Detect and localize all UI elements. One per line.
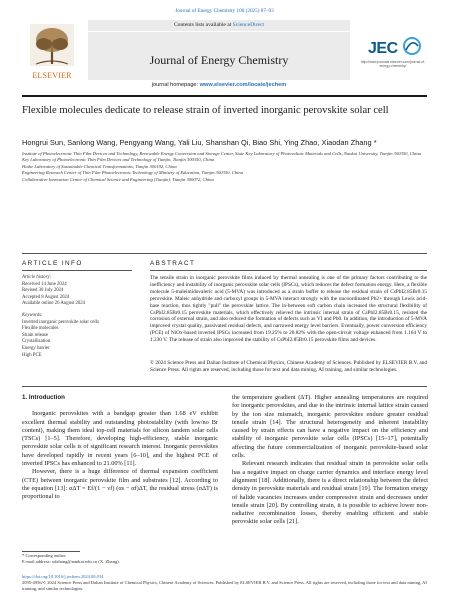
- affiliation: Collaborative Innovation Center of Chemical Science and Engineering (Tianjin), Tianjin 300072, China: [22, 176, 214, 182]
- homepage-prefix: journal homepage:: [151, 82, 200, 88]
- abstract-copyright: © 2024 Science Press and Dalian Institute of Chemical Physics, Chinese Academy of Sciences. Published by ELSEVIER B.V. and Science Press. All rights are reserved, including those for text and data mining, AI training, and similar technologies.: [150, 360, 427, 373]
- masthead-divider: [22, 95, 427, 97]
- history-item: Available online 26 August 2024: [22, 301, 86, 307]
- affiliation: Key Laboratory of Photoelectronic Thin Film Devices and Technology of Tianjin, Tianjin 300350, China: [22, 157, 215, 163]
- article-info-divider: [22, 270, 132, 271]
- history-item: Revised 30 July 2024: [22, 288, 64, 294]
- body-left-column: [22, 394, 218, 502]
- affiliation: Engineering Research Center of Thin Film Photoelectronic Technology of Ministry of Education, Tianjin 300350, China: [22, 170, 243, 176]
- keyword: Crystallization: [22, 339, 51, 345]
- article-info: [22, 275, 132, 359]
- article-info-heading: ARTICLE INFO: [22, 260, 83, 267]
- jec-logo-text: JEC: [368, 40, 398, 57]
- keyword: High PCE: [22, 352, 42, 358]
- author-email: E-mail address: xdzhang@nankai.edu.cn (X. Zhang).: [22, 559, 120, 564]
- abstract-divider: [150, 270, 427, 271]
- affiliation: Haihe Laboratory of Sustainable Chemical Transformations, Tianjin 300192, China: [22, 163, 177, 169]
- section-divider: [22, 253, 427, 254]
- body-right-column: [232, 394, 428, 527]
- paragraph: Inorganic perovskites with a bandgap greater than 1.68 eV exhibit excellent thermal stability and outstanding photostability (with low/no Br content), making them ideal top-cell materials for silicon tandem solar cells (TSCs) [1–5]. Therefore, developing high-efficiency, stable inorganic perovskite solar cells is of significant research interest. Inorganic perovskites have developed rapidly in recent years [6–10], and the highest PCE of inverted IPSCs has enhanced to 21.00% [11].: [22, 410, 218, 468]
- elsevier-logo: [22, 24, 82, 80]
- article-title: Flexible molecules dedicate to release strain of inverted inorganic perovskite solar cell: [22, 105, 389, 116]
- keywords-label: Keywords:: [22, 312, 43, 318]
- keyword: Flexible molecules: [22, 326, 59, 332]
- abstract-text: The tensile strain in inorganic perovskite films induced by thermal annealing is one of the primary factors contributing to the inefficiency and instability of inorganic perovskite solar cells (IPSCs), which reduces the defect formation energy. Here, a flexible molecule 5-maleimidovaleric acid (5-MVA) was introduced as a strain buffer to release the residual strain of CsPbI2.85Br0.15 perovskite. Maleic anhydride and carboxyl groups in 5-MVA interact strongly with the uncoordinated Pb2+ through Lewis acid-base reaction, thus tightly "pull" the perovskite lattice. The in-between soft carbon chain increased the structural flexibility of CsPbI2.85Br0.15 perovskite materials, which effectively relieved the intrinsic internal strain of CsPbI2.85Br0.15, resisted the corrosion of external strain, and also reduced the formation of defects such as VI and Pb0. In addition, the introduction of 5-MVA improved crystal quality, passivated residual defects, and narrowed energy level barriers. Eventually, power conversion efficiency (PCE) of NiOx-based inverted IPSCs increased from 19.25% to 20.82% with the open-circuit voltage enhanced from 1.164 V to 1.230 V. The release of strain also improved the stability of CsPbI2.85Br0.15 perovskite films and devices.: [150, 275, 427, 344]
- paragraph: Relevant research indicates that residual strain in perovskite solar cells has a negative impact on charge carrier dynamics and interface energy level alignment [18]. Additionally, there is a direct relationship between the defect density in perovskite materials and residual strain [19]. The formation energy of halide vacancies increases under compressive strain and decreases under tensile strain [20]. By controlling strain, it is possible to achieve lower non-radiative recombination losses, thereby enabling efficient and stable perovskite solar cells [21].: [232, 460, 428, 526]
- journal-masthead: [22, 20, 427, 92]
- contents-line: [88, 20, 350, 31]
- sciencedirect-link[interactable]: ScienceDirect: [232, 22, 265, 28]
- elsevier-tree-icon: [30, 24, 74, 66]
- journal-name: Journal of Energy Chemistry: [149, 53, 289, 67]
- article-footer: [22, 574, 427, 591]
- history-item: Accepted 8 August 2024: [22, 294, 70, 300]
- footnote: [22, 553, 218, 565]
- body-divider: [22, 386, 427, 387]
- jec-logo: [356, 32, 428, 80]
- keyword: Inverted inorganic perovskite solar cells: [22, 319, 99, 325]
- doi-link[interactable]: https://doi.org/10.1016/j.jechem.2024.08.034: [22, 574, 104, 579]
- issn-copyright: 2095-4956/© 2024 Science Press and Dalian Institute of Chemical Physics, Chinese Academy of Sciences. Published by ELSEVIER B.V. and Science Press. All rights are reserved, including those for text and data mining, AI training, and similar technologies.: [22, 579, 427, 591]
- keyword: Strain release: [22, 332, 48, 338]
- paragraph: However, there is a huge difference of thermal expansion coefficient (CTE) between inorganic perovskite film and substrates [12]. According to the equation [13]: σΔT = Ef/(1 − νf) (αs − αf)ΔT, the residual stress (σΔT) is proportional to: [22, 468, 218, 501]
- publisher-name: ELSEVIER: [32, 71, 72, 80]
- paragraph: the temperature gradient (ΔT). Higher annealing temperatures are required for inorganic perovskites, and due to the intrinsic internal lattice strain caused by the ion size mismatch, inorganic perovskites endure greater residual tensile strain [14]. The structural heterogeneity and inherent instability caused by strain effects can have a negative impact on the efficiency and stability of inorganic perovskite solar cells (IPSCs) [15–17], potentially affecting the future commercialization of inorganic perovskite-based solar cells.: [232, 394, 428, 460]
- section-heading-introduction: 1. Introduction: [22, 394, 65, 401]
- jec-emblem-icon: [402, 36, 422, 56]
- footnote-divider: [22, 551, 80, 552]
- corresponding-author: * Corresponding author.: [22, 553, 67, 558]
- author-list: Hongrui Sun, Sanlong Wang, Pengyang Wang, Yali Liu, Shanshan Qi, Biao Shi, Ying Zhao, Xiaodan Zhang *: [22, 138, 377, 147]
- journal-reference: Journal of Energy Chemistry 100 (2025) 87–93: [175, 8, 274, 14]
- history-label: Article history:: [22, 275, 52, 280]
- affiliation-list: [22, 151, 427, 183]
- contents-prefix: Contents lists available at: [173, 22, 233, 28]
- abstract-heading: ABSTRACT: [150, 260, 196, 267]
- history-item: Received 14 June 2024: [22, 281, 67, 287]
- homepage-link[interactable]: www.elsevier.com/locate/jechem: [199, 82, 287, 88]
- keyword: Energy barrier: [22, 345, 50, 351]
- jec-logo-url: http://www.journals.elsevier.com/journal-of-energy-chemistry/: [360, 60, 426, 68]
- affiliation: Institute of Photoelectronic Thin Film Devices and Technology, Renewable Energy Conversion and Storage Center, State Key Laboratory of Photovoltaic Materials and Cells, Nankai University, Tianjin 300350, China: [22, 151, 421, 156]
- journal-homepage: [88, 82, 350, 88]
